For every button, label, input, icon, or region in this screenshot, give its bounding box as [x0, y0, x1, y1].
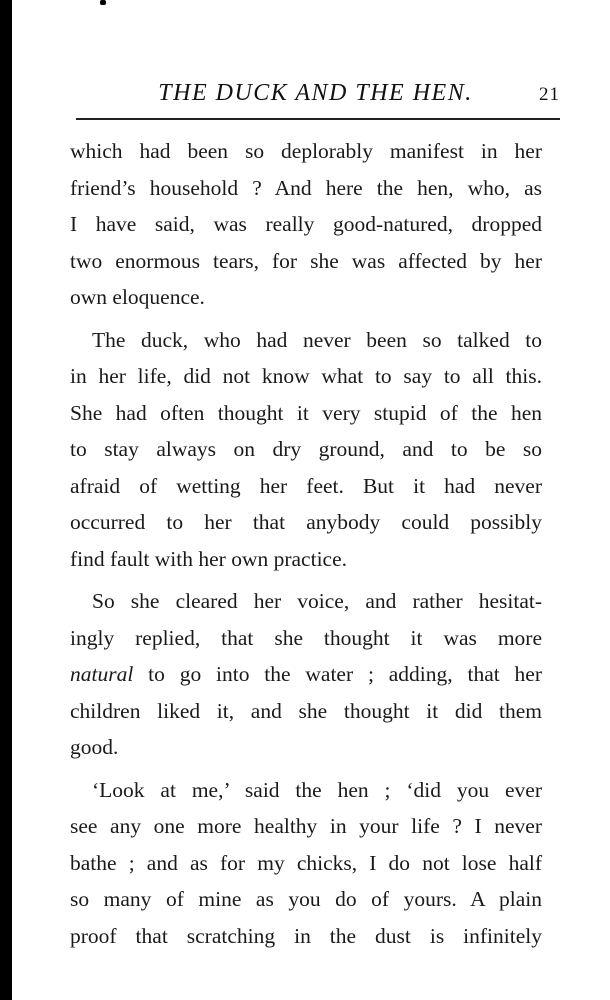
text-line: afraid of wetting her feet. But it had never	[70, 473, 542, 498]
text-line: She had often thought it very stupid of the hen	[70, 400, 542, 425]
text-line: find fault with her own practice.	[70, 546, 348, 571]
text-line: proof that scratching in the dust is infinitely	[70, 923, 542, 948]
paragraph	[70, 772, 542, 955]
emphasized-word: natural	[70, 662, 134, 686]
text-line: good.	[70, 735, 119, 759]
text-line: own eloquence.	[70, 285, 205, 309]
page-header	[67, 80, 564, 114]
text-line: friend’s household ? And here the hen, who, as	[70, 175, 542, 200]
paragraph	[70, 583, 542, 766]
text-fragment: to go into the water ; adding, that her	[148, 662, 542, 686]
paragraph	[70, 133, 542, 316]
text-line: children liked it, and she thought it did them	[70, 698, 542, 723]
text-line: I have said, was really good-natured, dropped	[70, 212, 542, 236]
text-line: in her life, did not know what to say to all this.	[70, 364, 542, 388]
text-line: so many of mine as you do of yours. A plain	[70, 887, 542, 911]
text-line: The duck, who had never been so talked to	[92, 327, 542, 352]
ink-speck	[100, 0, 106, 5]
text-line: two enormous tears, for she was affected by her	[70, 248, 542, 273]
book-page	[12, 0, 610, 1000]
header-rule	[76, 118, 560, 120]
text-line: occurred to her that anybody could possibly	[70, 510, 542, 534]
text-line: which had been so deplorably manifest in her	[70, 139, 542, 163]
text-line: ‘Look at me,’ said the hen ; ‘did you ever	[92, 777, 542, 802]
page-number: 21	[539, 84, 560, 105]
text-line: bathe ; and as for my chicks, I do not lose half	[70, 850, 542, 875]
running-title: THE DUCK AND THE HEN.	[158, 80, 473, 106]
text-line	[70, 656, 542, 693]
text-line: So she cleared her voice, and rather hesitat-	[92, 589, 542, 613]
body-text	[70, 133, 542, 954]
text-line: ingly replied, that she thought it was more	[70, 625, 542, 650]
paragraph	[70, 322, 542, 578]
text-line: to stay always on dry ground, and to be so	[70, 437, 542, 461]
text-line: see any one more healthy in your life ? I never	[70, 814, 542, 838]
